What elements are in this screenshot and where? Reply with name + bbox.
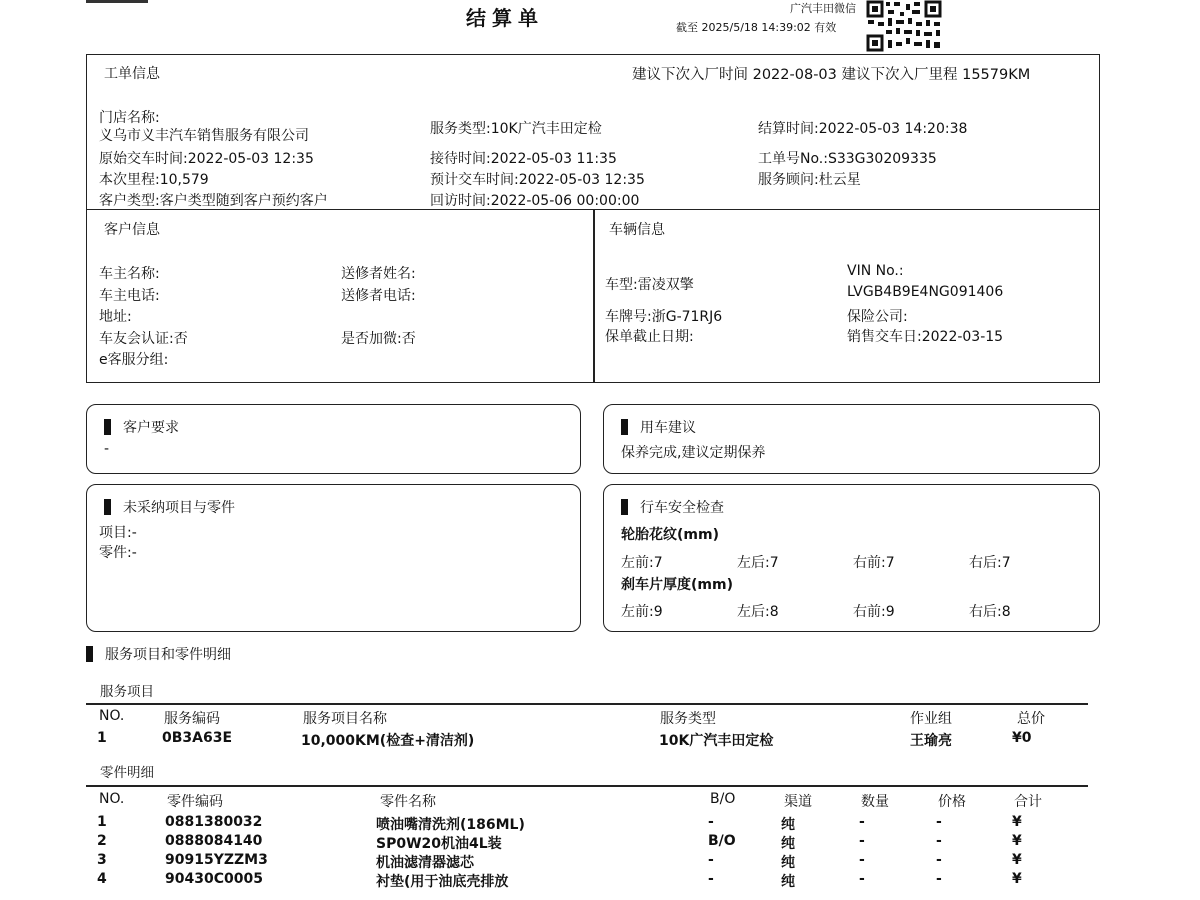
part-price: - [936, 871, 942, 887]
part-bo: - [708, 871, 714, 887]
customer-type: 客户类型:客户类型随到客户预约客户 [99, 193, 328, 209]
services-col-no: NO. [99, 708, 125, 724]
owner-name: 车主名称: [99, 266, 160, 282]
detail-section-title: 服务项目和零件明细 [105, 647, 231, 663]
parts-col-bo: B/O [710, 791, 736, 807]
usage-advice-panel [603, 404, 1100, 474]
parts-col-name: 零件名称 [380, 794, 436, 810]
parts-col-price: 价格 [938, 794, 966, 810]
part-sum: ¥ [1012, 852, 1022, 868]
parts-col-channel: 渠道 [784, 794, 812, 810]
part-qty: - [859, 814, 865, 830]
part-no: 1 [97, 814, 107, 830]
part-bo: - [708, 852, 714, 868]
part-no: 2 [97, 833, 107, 849]
services-col-code: 服务编码 [164, 711, 220, 727]
tire-front-right: 右前:7 [853, 555, 895, 571]
services-col-total: 总价 [1017, 711, 1045, 727]
work-order-section [86, 54, 1100, 210]
part-code: 90915YZZM3 [165, 852, 268, 868]
part-channel: 纯 [781, 817, 795, 833]
next-visit-suggestion: 建议下次入厂时间 2022-08-03 建议下次入厂里程 15579KM [632, 67, 1031, 83]
unaccepted-items: 项目:- [99, 525, 137, 541]
customer-request-content: - [104, 441, 110, 457]
settlement-time: 结算时间:2022-05-03 14:20:38 [758, 121, 968, 137]
vin-number: LVGB4B9E4NG091406 [847, 284, 1004, 300]
work-order-heading: 工单信息 [104, 66, 160, 82]
usage-advice-title: 用车建议 [640, 420, 696, 436]
panel-marker [621, 499, 628, 515]
reception-time: 接待时间:2022-05-03 11:35 [430, 151, 617, 167]
services-col-team: 作业组 [910, 711, 952, 727]
license-plate: 车牌号:浙G-71RJ6 [605, 309, 723, 325]
parts-col-sum: 合计 [1014, 794, 1042, 810]
estimated-delivery-time: 预计交车时间:2022-05-03 12:35 [430, 172, 645, 188]
service-code: 0B3A63E [162, 730, 233, 746]
tire-tread-title: 轮胎花纹(mm) [621, 527, 719, 543]
validity-expiry: 截至 2025/5/18 14:39:02 有效 [676, 21, 837, 34]
part-channel: 纯 [781, 855, 795, 871]
sender-name: 送修者姓名: [341, 266, 416, 282]
vehicle-heading: 车辆信息 [609, 222, 665, 238]
services-rule [86, 703, 1088, 705]
part-sum: ¥ [1012, 871, 1022, 887]
wechat-follow: 是否加微:否 [341, 331, 416, 347]
vin-label: VIN No.: [847, 263, 904, 279]
part-bo: B/O [708, 833, 736, 849]
part-price: - [936, 814, 942, 830]
part-channel: 纯 [781, 836, 795, 852]
unaccepted-items-panel [86, 484, 581, 632]
vehicle-model: 车型:雷凌双擎 [605, 277, 694, 293]
part-sum: ¥ [1012, 814, 1022, 830]
panel-marker [621, 419, 628, 435]
parts-rule [86, 785, 1088, 787]
unaccepted-title: 未采纳项目与零件 [123, 500, 235, 516]
brake-pad-title: 刹车片厚度(mm) [621, 577, 733, 593]
services-col-name: 服务项目名称 [303, 711, 387, 727]
ecustomer-group: e客服分组: [99, 352, 169, 368]
brake-rear-left: 左后:8 [737, 604, 779, 620]
part-name: 机油滤清器滤芯 [376, 855, 474, 871]
original-delivery-time: 原始交车时间:2022-05-03 12:35 [99, 151, 314, 167]
part-qty: - [859, 852, 865, 868]
safety-check-panel [603, 484, 1100, 632]
customer-vehicle-section [86, 209, 1100, 383]
qr-code-icon[interactable] [866, 0, 942, 52]
customer-request-panel [86, 404, 581, 474]
service-advisor: 服务顾问:杜云星 [758, 172, 861, 188]
brand-logo [86, 0, 148, 8]
insurance-company: 保险公司: [847, 309, 908, 325]
services-col-type: 服务类型 [660, 711, 716, 727]
followup-time: 回访时间:2022-05-06 00:00:00 [430, 193, 640, 209]
part-price: - [936, 852, 942, 868]
parts-col-code: 零件编码 [167, 794, 223, 810]
part-qty: - [859, 833, 865, 849]
customer-request-title: 客户要求 [123, 420, 179, 436]
part-name: 衬垫(用于油底壳排放 [376, 874, 509, 890]
customer-heading: 客户信息 [104, 222, 160, 238]
parts-col-no: NO. [99, 791, 125, 807]
service-type-cell: 10K广汽丰田定检 [659, 733, 774, 749]
brake-rear-right: 右后:8 [969, 604, 1011, 620]
part-code: 0881380032 [165, 814, 263, 830]
part-bo: - [708, 814, 714, 830]
part-sum: ¥ [1012, 833, 1022, 849]
sale-delivery-date: 销售交车日:2022-03-15 [847, 329, 1004, 345]
sender-phone: 送修者电话: [341, 288, 416, 304]
part-code: 90430C0005 [165, 871, 263, 887]
part-name: 喷油嘴清洗剂(186ML) [376, 817, 525, 833]
part-price: - [936, 833, 942, 849]
tire-rear-left: 左后:7 [737, 555, 779, 571]
club-certification: 车友会认证:否 [99, 331, 188, 347]
services-label: 服务项目 [100, 684, 154, 700]
brake-front-right: 右前:9 [853, 604, 895, 620]
policy-expiry: 保单截止日期: [605, 329, 694, 345]
tire-rear-right: 右后:7 [969, 555, 1011, 571]
panel-marker [104, 419, 111, 435]
unaccepted-parts: 零件:- [99, 545, 137, 561]
current-mileage: 本次里程:10,579 [99, 172, 209, 188]
brake-front-left: 左前:9 [621, 604, 663, 620]
parts-label: 零件明细 [100, 765, 154, 781]
service-total: ¥0 [1012, 730, 1032, 746]
service-name: 10,000KM(检查+清洁剂) [301, 733, 475, 749]
service-type: 服务类型:10K广汽丰田定检 [430, 121, 602, 137]
work-order-number: 工单号No.:S33G30209335 [758, 151, 937, 167]
part-channel: 纯 [781, 874, 795, 890]
part-no: 3 [97, 852, 107, 868]
tire-front-left: 左前:7 [621, 555, 663, 571]
part-name: SP0W20机油4L装 [376, 836, 502, 852]
safety-title: 行车安全检查 [640, 500, 724, 516]
document-title: 结算单 [466, 6, 544, 30]
service-team: 王瑜亮 [910, 733, 952, 749]
owner-phone: 车主电话: [99, 288, 160, 304]
store-name-label: 门店名称: [99, 110, 160, 126]
panel-marker [104, 499, 111, 515]
section-divider [593, 210, 595, 382]
section-marker [86, 646, 93, 662]
parts-col-qty: 数量 [861, 794, 889, 810]
service-no: 1 [97, 730, 107, 746]
part-no: 4 [97, 871, 107, 887]
part-code: 0888084140 [165, 833, 263, 849]
address: 地址: [99, 309, 132, 325]
part-qty: - [859, 871, 865, 887]
store-name: 义乌市义丰汽车销售服务有限公司 [99, 128, 309, 144]
validity-source: 广汽丰田微信 [790, 2, 856, 15]
usage-advice-content: 保养完成,建议定期保养 [621, 445, 766, 461]
